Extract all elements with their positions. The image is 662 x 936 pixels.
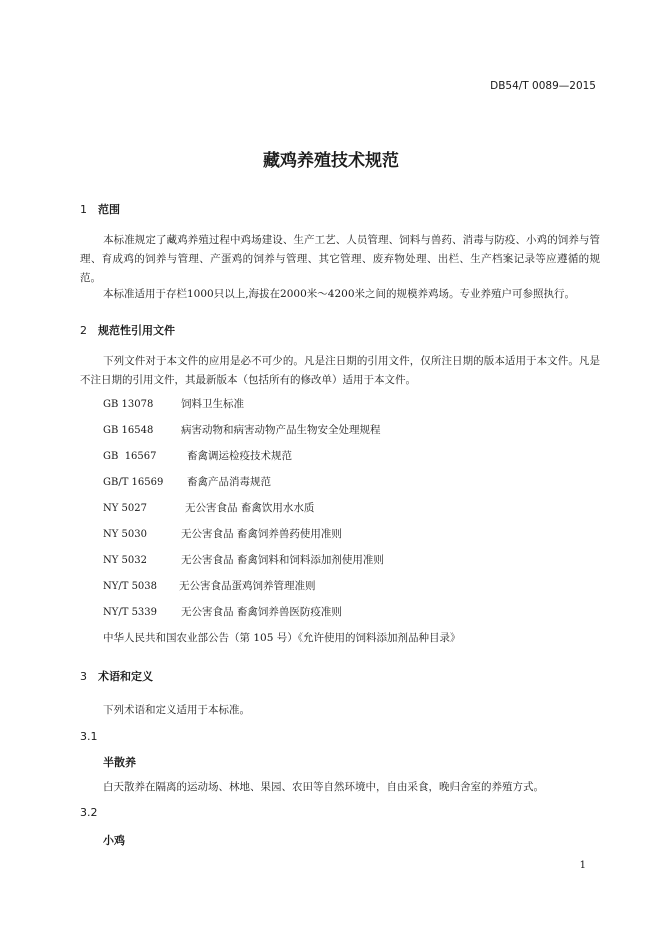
reference-code: NY/T 5339 [103,607,158,618]
page-number: 1 [579,860,586,871]
reference-item [103,526,342,541]
section-1-heading [80,201,120,217]
reference-name: 无公害食品 畜禽饲养兽医防疫准则 [181,606,342,618]
section-title: 规范性引用文件 [98,324,175,337]
reference-item [103,500,314,515]
reference-name: 无公害食品 畜禽饲料和饲料添加剂使用准则 [181,554,384,566]
applicability-paragraph: 本标准适用于存栏1000只以上,海拔在2000米～4200米之间的规模养鸡场。专业养殖户可参照执行。 [103,288,576,300]
scope-paragraph [80,231,600,288]
reference-code: GB 16567 [103,451,157,462]
references-intro-text: 下列文件对于本文件的应用是必不可少的。凡是注日期的引用文件，仅所注日期的版本适用于本文件。凡是不注日期的引用文件，其最新版本（包括所有的修改单）适用于本文件。 [80,355,600,386]
section-number: 2 [80,324,87,337]
reference-item [103,448,292,463]
reference-name: 畜禽调运检疫技术规范 [187,450,292,462]
reference-code: GB 13078 [103,399,154,410]
section-title: 范围 [98,203,120,216]
scope-text: 本标准规定了藏鸡养殖过程中鸡场建设、生产工艺、人员管理、饲料与兽药、消毒与防疫、小鸡的饲养与管理、育成鸡的饲养与管理、产蛋鸡的饲养与管理、其它管理、废弃物处理、出栏、生产档案记录等应遵循的规范。 [80,234,600,284]
term-number: 3.2 [80,806,98,819]
document-title: 藏鸡养殖技术规范 [263,151,399,171]
reference-item [103,578,316,593]
reference-code: GB/T 16569 [103,477,164,488]
term-definition: 白天散养在隔离的运动场、林地、果园、农田等自然环境中，自由采食，晚归舍室的养殖方式。 [103,781,544,793]
ministry-announcement: 中华人民共和国农业部公告（第 105 号）《允许使用的饲料添加剂品种目录》 [103,632,461,644]
section-number: 3 [80,670,87,683]
reference-item [103,422,381,437]
section-2-heading [80,322,175,338]
reference-item [103,552,384,567]
section-title: 术语和定义 [98,670,153,683]
reference-code: NY/T 5038 [103,581,158,592]
reference-item [103,396,244,411]
reference-code: NY 5030 [103,529,147,540]
standard-code: DB54/T 0089—2015 [490,80,596,92]
term-name: 半散养 [103,756,136,769]
reference-item [103,474,271,489]
term-number: 3.1 [80,730,98,743]
terms-intro: 下列术语和定义适用于本标准。 [103,704,250,716]
reference-name: 畜禽产品消毒规范 [187,476,271,488]
reference-item [103,604,342,619]
reference-code: NY 5032 [103,555,147,566]
section-3-heading [80,668,153,684]
reference-code: GB 16548 [103,425,154,436]
reference-name: 无公害食品蛋鸡饲养管理准则 [179,580,316,592]
section-number: 1 [80,203,87,216]
reference-name: 病害动物和病害动物产品生物安全处理规程 [181,424,381,436]
reference-name: 无公害食品 畜禽饮用水水质 [185,502,315,514]
reference-code: NY 5027 [103,503,147,514]
term-name: 小鸡 [103,834,125,847]
reference-name: 无公害食品 畜禽饲养兽药使用准则 [181,528,342,540]
reference-name: 饲料卫生标准 [181,398,244,410]
references-intro [80,352,600,390]
